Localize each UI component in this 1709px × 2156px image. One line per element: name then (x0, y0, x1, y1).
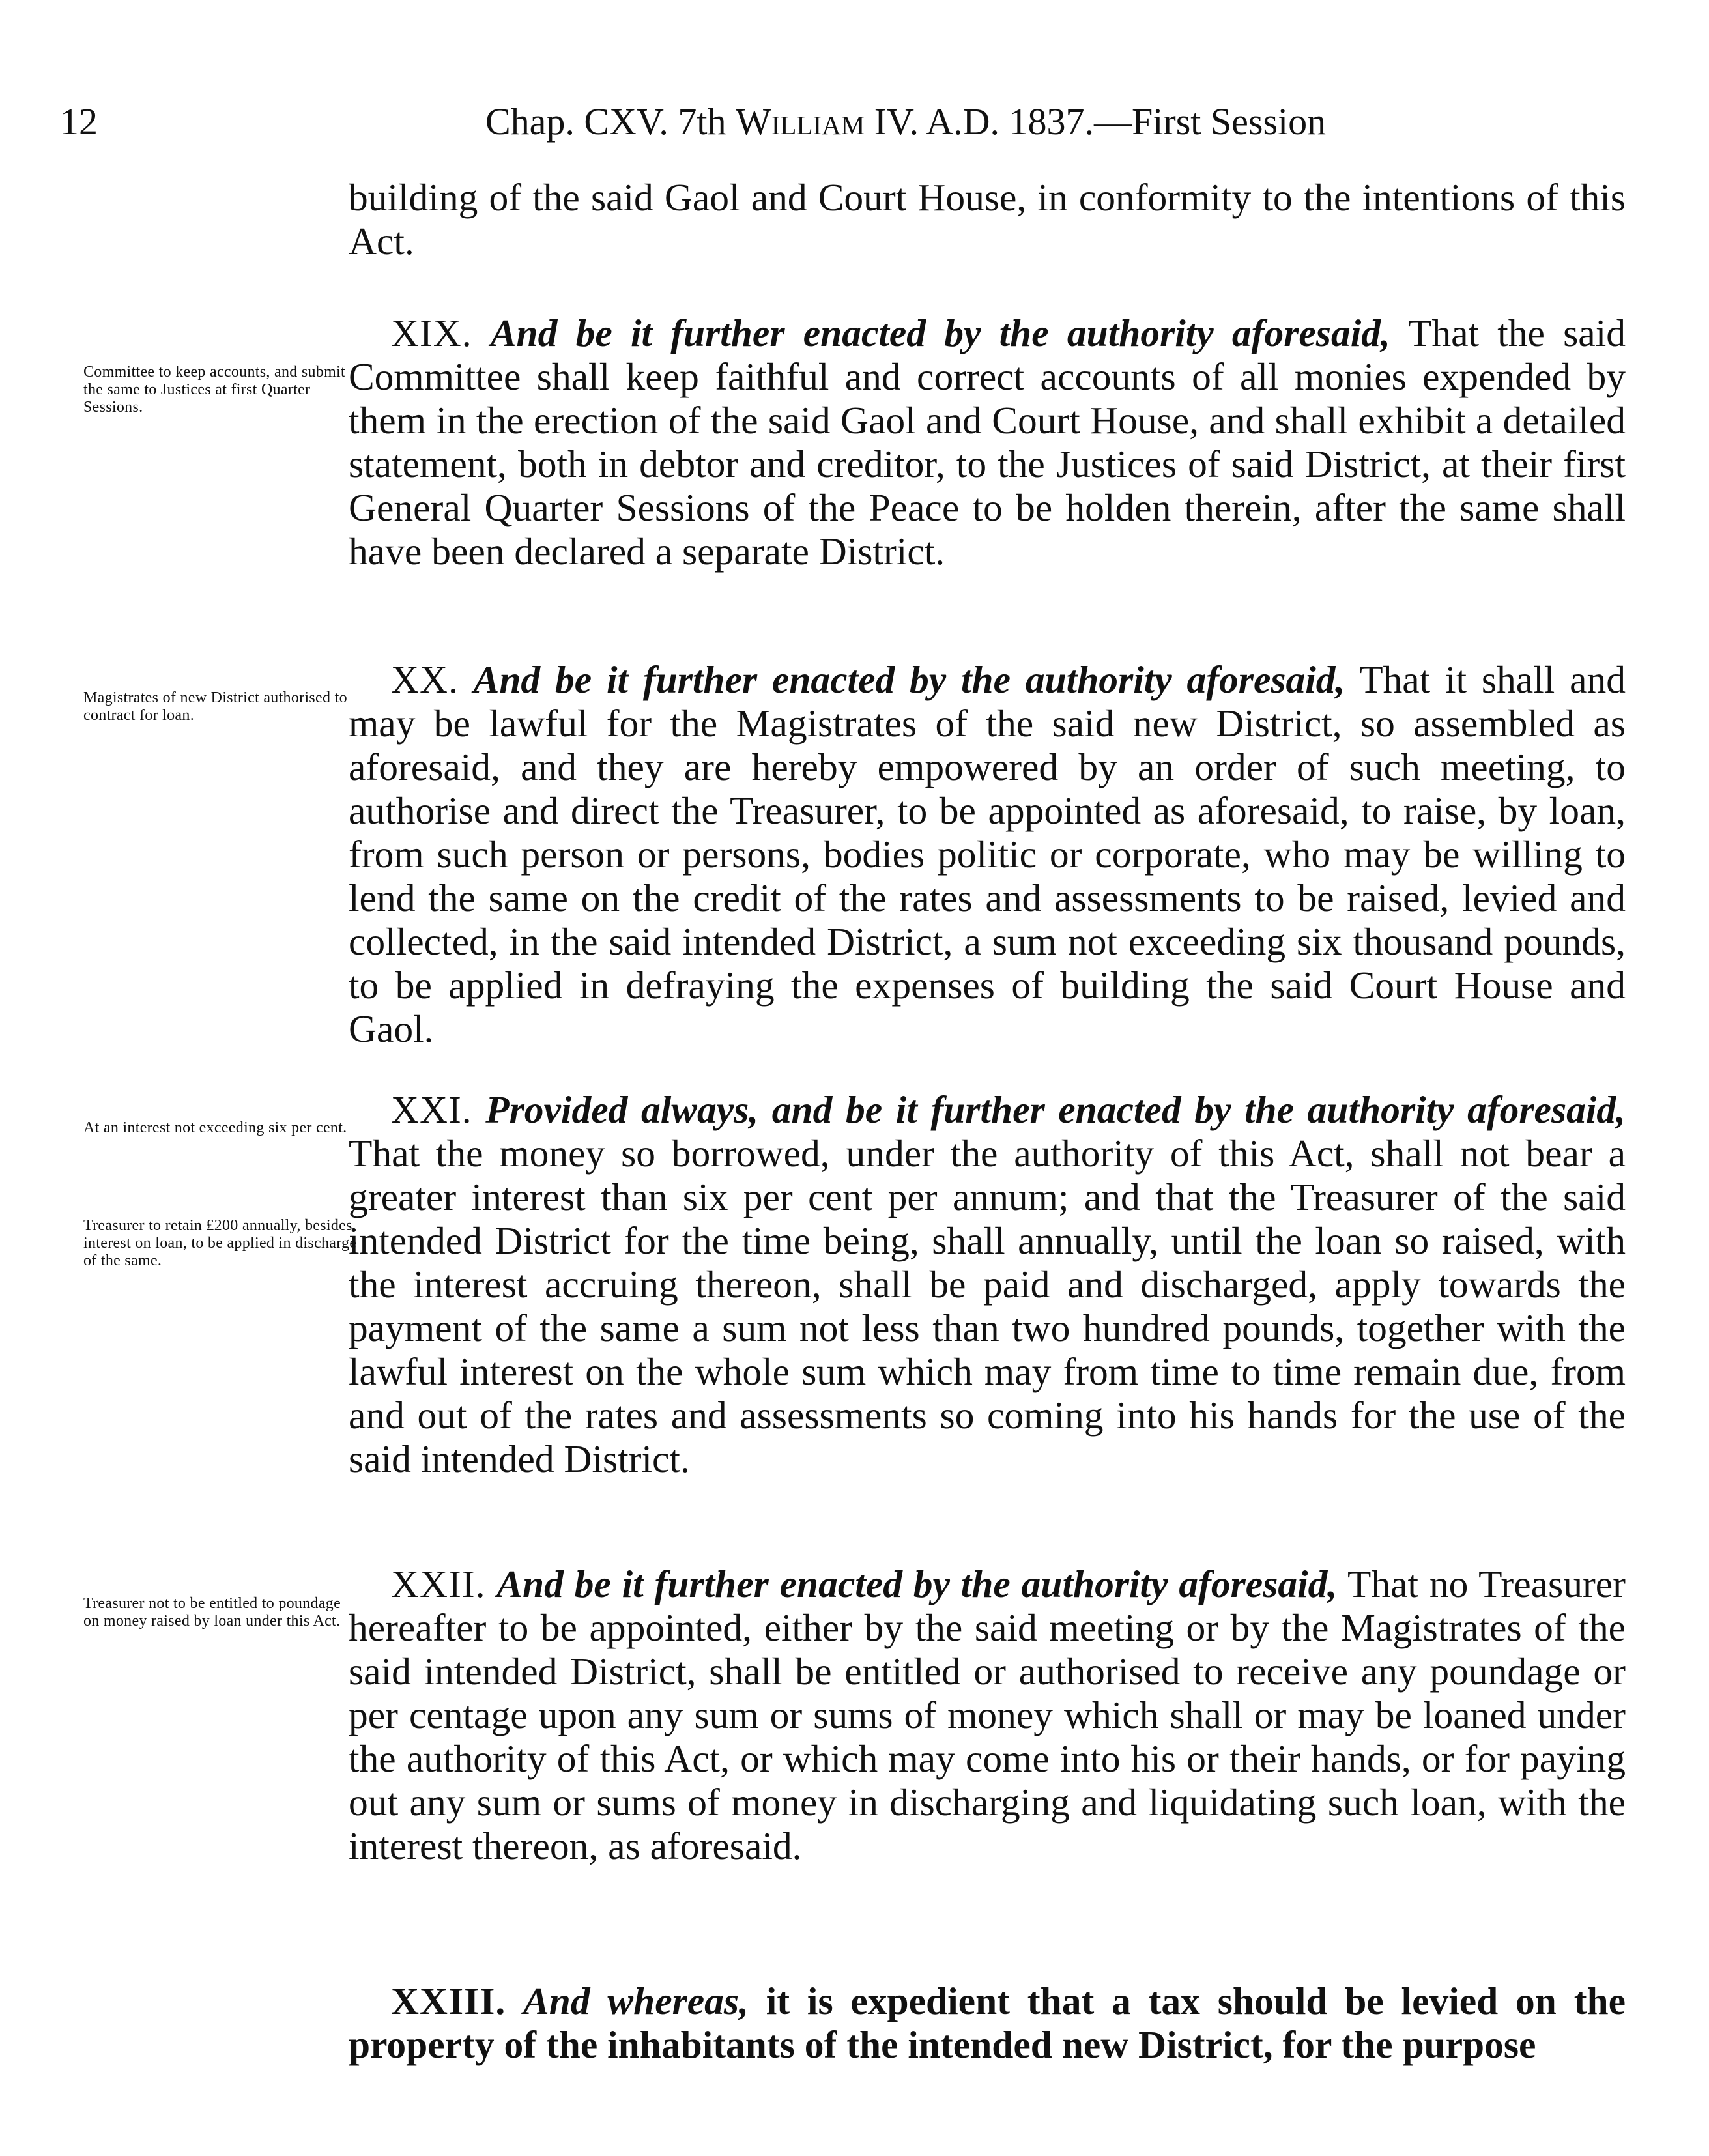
section-xxii-paragraph (349, 1562, 1626, 1868)
marginal-note-xxi-b: Treasurer to retain £200 annually, besides interest on loan, to be applied in discharge of the same. (83, 1217, 357, 1269)
section-xxi-paragraph (349, 1088, 1626, 1481)
section-xxiii-enacting-clause: And whereas, (523, 1979, 749, 2022)
running-head-monarch: William (736, 100, 865, 143)
section-xix-text: That the said Committee shall keep faithful and correct accounts of all monies expended by them in the erection of the said Gaol and Court House, and shall exhibit a detailed statement, both in debtor and creditor, to the Justices of said District, at their first General Quarter Sessions of the Peace to be holden therein, after the same shall have been declared a separate District. (349, 311, 1626, 573)
section-xxi-text: That the money so borrowed, under the authority of this Act, shall not bear a greater interest than six per cent per annum; and that the Treasurer of the said intended District for the time being, shall annually, until the loan so raised, with the interest accruing thereon, shall be paid and discharged, apply towards the payment of the same a sum not less than two hundred pounds, together with the lawful interest on the whole sum which may from time to time remain due, from and out of the rates and assessments so coming into his hands for the use of the said intended District. (349, 1132, 1626, 1480)
section-xix-number: XIX. (391, 311, 472, 354)
section-xxii-number: XXII. (391, 1562, 486, 1605)
section-xxiii-number: XXIII. (391, 1979, 506, 2022)
continuation-paragraph (349, 176, 1626, 263)
marginal-note-xxii: Treasurer not to be entitled to poundage on money raised by loan under this Act. (83, 1595, 341, 1630)
continuation-text: building of the said Gaol and Court House, in conformity to the intentions of this Act. (349, 176, 1626, 263)
section-xxii (349, 1562, 1626, 1868)
running-head-chapter: Chap. CXV. 7th (485, 100, 736, 143)
marginal-note-xx: Magistrates of new District authorised to contract for loan. (83, 689, 347, 724)
section-xix-paragraph (349, 311, 1626, 573)
marginal-note-xix: Committee to keep accounts, and submit the same to Justices at first Quarter Sessions. (83, 364, 345, 416)
section-xx-enacting-clause: And be it further enacted by the authority aforesaid, (473, 658, 1345, 701)
section-xxii-text: That no Treasurer hereafter to be appointed, either by the said meeting or by the Magistrates of the said intended District, shall be entitled or authorised to receive any poundage or per centage upon any sum or sums of money which shall or may be loaned under the authority of this Act, or which may come into his or their hands, or for paying out any sum or sums of money in discharging and liquidating such loan, with the interest thereon, as aforesaid. (349, 1562, 1626, 1867)
running-head (485, 100, 1489, 143)
running-head-date: IV. A.D. 1837.—First Session (865, 100, 1327, 143)
section-xxiii-paragraph (349, 1979, 1626, 2067)
section-xxi-number: XXI. (391, 1088, 472, 1131)
section-xxii-enacting-clause: And be it further enacted by the authority aforesaid, (496, 1562, 1338, 1605)
section-xx-paragraph (349, 658, 1626, 1051)
section-xix-enacting-clause: And be it further enacted by the authority aforesaid, (490, 311, 1390, 354)
section-xx-number: XX. (391, 658, 459, 701)
section-xx (349, 658, 1626, 1051)
section-xxi-enacting-clause: Provided always, and be it further enacted by the authority aforesaid, (485, 1088, 1626, 1131)
section-xxi (349, 1088, 1626, 1481)
section-xix (349, 311, 1626, 573)
page-number: 12 (60, 100, 98, 143)
section-xxiii-text: it is expedient that a tax should be levied on the property of the inhabitants of the intended new District, for the purpose (349, 1979, 1626, 2066)
marginal-note-xxi-a: At an interest not exceeding six per cent. (83, 1119, 347, 1136)
section-xx-text: That it shall and may be lawful for the Magistrates of the said new District, so assembled as aforesaid, and they are hereby empowered by an order of such meeting, to authorise and direct the Treasurer, to be appointed as aforesaid, to raise, by loan, from such person or persons, bodies politic or corporate, who may be willing to lend the same on the credit of the rates and assessments to be raised, levied and collected, in the said intended District, a sum not exceeding six thousand pounds, to be applied in defraying the expenses of building the said Court House and Gaol. (349, 658, 1626, 1050)
section-xxiii (349, 1979, 1626, 2067)
